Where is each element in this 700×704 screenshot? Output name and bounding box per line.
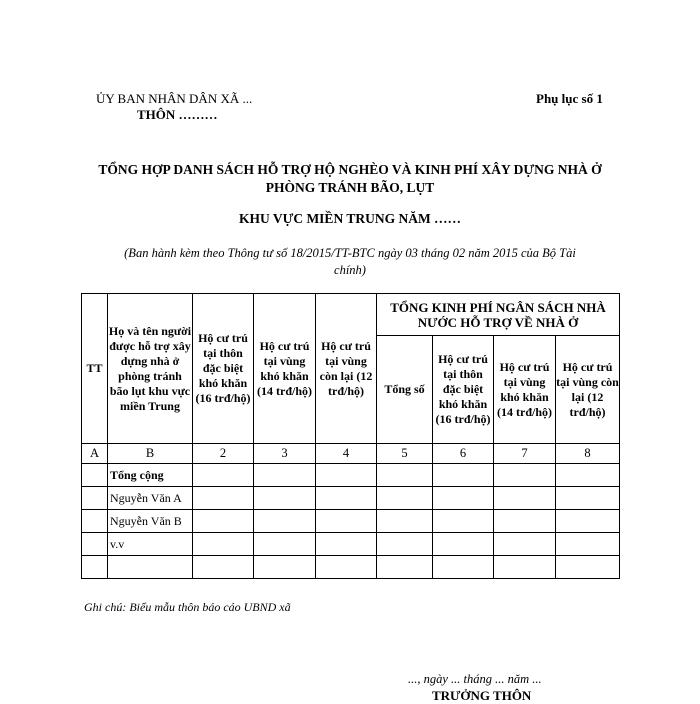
table-row bbox=[82, 487, 620, 510]
issuance-note bbox=[90, 245, 610, 279]
title-line-2: PHÒNG TRÁNH BÃO, LỤT bbox=[265, 180, 435, 195]
summary-table bbox=[81, 293, 620, 579]
cell bbox=[494, 533, 556, 556]
cell bbox=[316, 510, 377, 533]
cell bbox=[377, 487, 433, 510]
index-cell: 8 bbox=[556, 444, 620, 464]
cell bbox=[193, 556, 254, 579]
cell bbox=[556, 533, 620, 556]
cell bbox=[377, 533, 433, 556]
header-budget-group: TỔNG KINH PHÍ NGÂN SÁCH NHÀ NƯỚC HỖ TRỢ VỀ NHÀ Ở bbox=[377, 294, 620, 336]
row-name: Tổng cộng bbox=[108, 464, 193, 487]
cell bbox=[494, 510, 556, 533]
index-cell: 2 bbox=[193, 444, 254, 464]
cell bbox=[433, 510, 494, 533]
cell bbox=[254, 556, 316, 579]
date-line: ..., ngày ... tháng ... năm ... bbox=[408, 672, 542, 686]
cell bbox=[193, 510, 254, 533]
cell bbox=[316, 556, 377, 579]
cell bbox=[494, 487, 556, 510]
cell bbox=[433, 533, 494, 556]
header-col3: Hộ cư trú tại vùng khó khăn (14 trđ/hộ) bbox=[254, 294, 316, 444]
cell bbox=[556, 464, 620, 487]
cell bbox=[556, 487, 620, 510]
index-cell: A bbox=[82, 444, 108, 464]
cell bbox=[316, 533, 377, 556]
row-name bbox=[108, 556, 193, 579]
cell bbox=[254, 487, 316, 510]
index-cell: 3 bbox=[254, 444, 316, 464]
cell bbox=[316, 487, 377, 510]
header-name: Họ và tên người được hỗ trợ xây dựng nhà ở phòng tránh bão lụt khu vực miền Trung bbox=[108, 294, 193, 444]
title-line-1: TỔNG HỢP DANH SÁCH HỖ TRỢ HỘ NGHÈO VÀ KINH PHÍ XÂY DỰNG NHÀ Ở bbox=[98, 162, 602, 177]
signer-title: TRƯỞNG THÔN bbox=[432, 688, 532, 703]
header-col4: Hộ cư trú tại vùng còn lại (12 trđ/hộ) bbox=[316, 294, 377, 444]
index-cell: 4 bbox=[316, 444, 377, 464]
cell bbox=[377, 556, 433, 579]
row-tt bbox=[82, 487, 108, 510]
table-row bbox=[82, 510, 620, 533]
row-name: Nguyễn Văn B bbox=[108, 510, 193, 533]
index-cell: 7 bbox=[494, 444, 556, 464]
row-name: Nguyễn Văn A bbox=[108, 487, 193, 510]
cell bbox=[193, 487, 254, 510]
cell bbox=[254, 533, 316, 556]
document-title bbox=[80, 161, 620, 197]
header-col2: Hộ cư trú tại thôn đặc biệt khó khăn (16 trđ/hộ) bbox=[193, 294, 254, 444]
table-row bbox=[82, 556, 620, 579]
footnote: Ghi chú: Biểu mẫu thôn báo cáo UBND xã bbox=[84, 600, 291, 614]
cell bbox=[494, 556, 556, 579]
cell bbox=[377, 464, 433, 487]
cell bbox=[433, 464, 494, 487]
cell bbox=[494, 464, 556, 487]
header-col8: Hộ cư trú tại vùng còn lại (12 trđ/hộ) bbox=[556, 336, 620, 444]
row-tt bbox=[82, 464, 108, 487]
issuing-authority: ỦY BAN NHÂN DÂN XÃ ... bbox=[96, 91, 253, 106]
index-cell: 6 bbox=[433, 444, 494, 464]
header-tt: TT bbox=[82, 294, 108, 444]
cell bbox=[316, 464, 377, 487]
cell bbox=[254, 510, 316, 533]
cell bbox=[556, 556, 620, 579]
cell bbox=[193, 464, 254, 487]
cell bbox=[433, 556, 494, 579]
column-index-row bbox=[82, 444, 620, 464]
table-row-total bbox=[82, 464, 620, 487]
row-tt bbox=[82, 510, 108, 533]
index-cell: 5 bbox=[377, 444, 433, 464]
cell bbox=[377, 510, 433, 533]
cell bbox=[193, 533, 254, 556]
cell bbox=[556, 510, 620, 533]
region-title: KHU VỰC MIỀN TRUNG NĂM …… bbox=[238, 211, 462, 226]
row-tt bbox=[82, 556, 108, 579]
index-cell: B bbox=[108, 444, 193, 464]
issuance-line-1: (Ban hành kèm theo Thông tư số 18/2015/TT-BTC ngày 03 tháng 02 năm 2015 của Bộ Tài bbox=[124, 246, 576, 260]
row-name: v.v bbox=[108, 533, 193, 556]
village-name: THÔN ……… bbox=[137, 107, 218, 122]
cell bbox=[433, 487, 494, 510]
header-col7: Hộ cư trú tại vùng khó khăn (14 trđ/hộ) bbox=[494, 336, 556, 444]
cell bbox=[254, 464, 316, 487]
header-col6: Hộ cư trú tại thôn đặc biệt khó khăn (16 trđ/hộ) bbox=[433, 336, 494, 444]
header-col5: Tổng số bbox=[377, 336, 433, 444]
table-row bbox=[82, 533, 620, 556]
appendix-label: Phụ lục số 1 bbox=[536, 91, 603, 106]
issuance-line-2: chính) bbox=[334, 263, 366, 277]
row-tt bbox=[82, 533, 108, 556]
